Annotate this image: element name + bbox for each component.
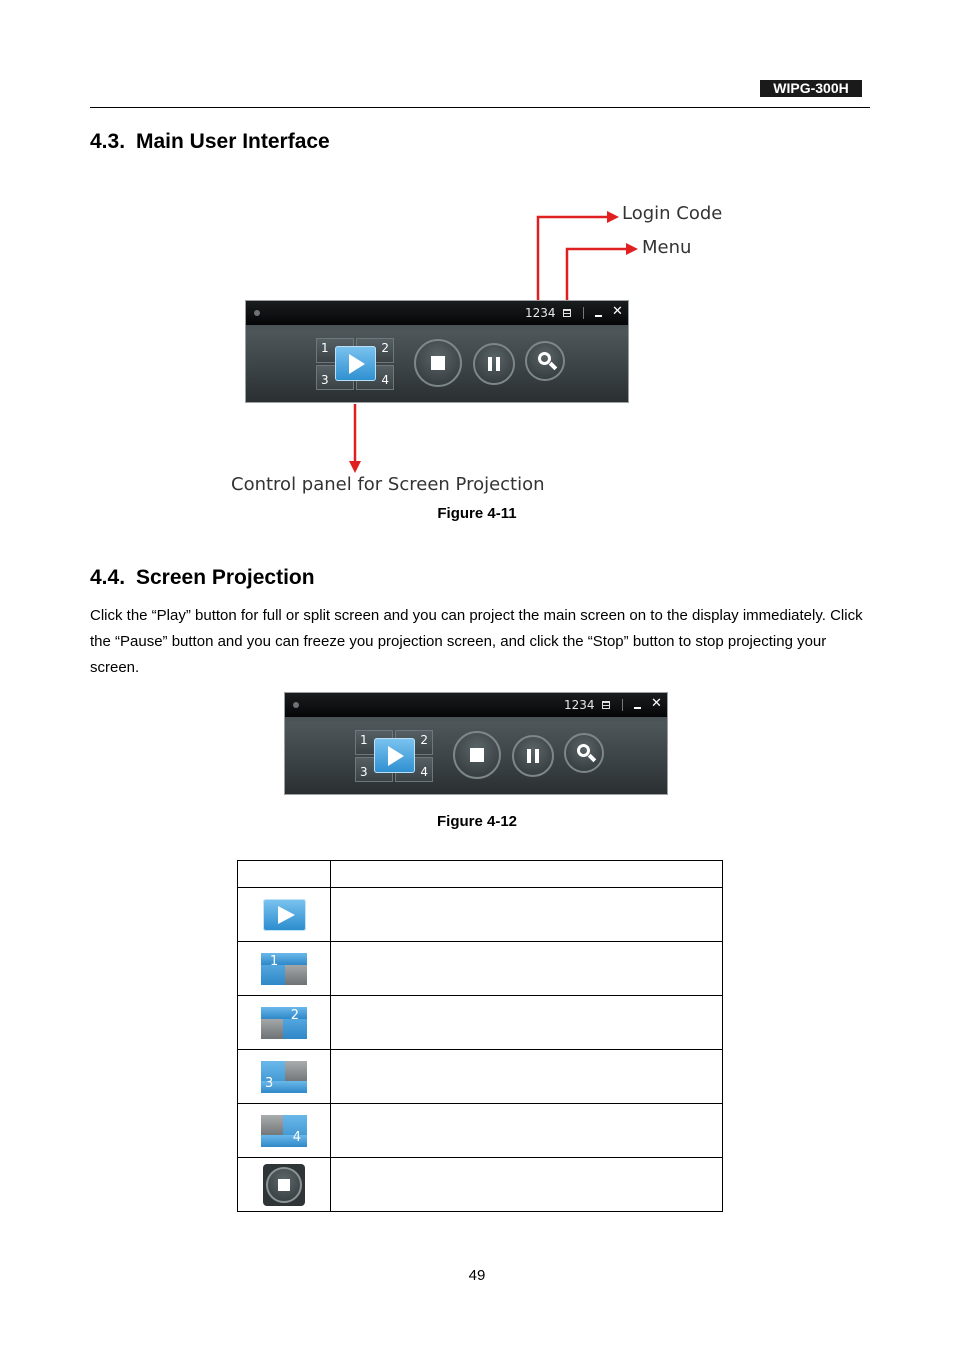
section-title: Screen Projection: [136, 566, 315, 589]
login-code-arrowhead: [607, 211, 619, 223]
table-description-cell: [331, 888, 723, 942]
table-icon-cell: [238, 888, 331, 942]
quadrant-1-label: 1: [321, 341, 329, 355]
search-icon-handle: [588, 754, 596, 762]
pause-button[interactable]: [473, 343, 515, 385]
section-heading-projection: [90, 566, 315, 590]
play-full-screen-icon: [263, 899, 306, 931]
table-description-cell: [331, 1050, 723, 1104]
quadrant-1-icon-blue-top: [261, 953, 307, 965]
pause-button[interactable]: [512, 735, 554, 777]
login-code-arrow: [538, 217, 608, 300]
split-screen-grid: [355, 730, 434, 782]
quadrant-2-icon-label: 2: [290, 1007, 299, 1023]
control-panel-arrowhead: [349, 461, 361, 473]
table-row: [238, 1158, 723, 1212]
status-dot-icon: [293, 702, 299, 708]
close-icon[interactable]: ✕: [612, 304, 623, 319]
login-code-display: 1234: [525, 306, 556, 320]
quadrant-4-label: 4: [420, 765, 428, 779]
quadrant-3-icon: [261, 1061, 307, 1093]
quadrant-2-icon: [261, 1007, 307, 1039]
menu-label: Menu: [642, 237, 692, 258]
titlebar-separator: [583, 307, 584, 319]
table-description-cell: [331, 1158, 723, 1212]
stop-icon: [431, 356, 445, 370]
login-code-label: Login Code: [622, 203, 723, 224]
menu-arrowhead: [626, 243, 638, 255]
stop-button[interactable]: [453, 731, 501, 779]
close-icon[interactable]: ✕: [651, 696, 662, 711]
stop-icon: [470, 748, 484, 762]
table-header-icon: [238, 861, 331, 888]
section-title: Main User Interface: [136, 130, 330, 153]
quadrant-1-label: 1: [360, 733, 368, 747]
quadrant-1-icon-label: 1: [270, 953, 279, 969]
split-screen-grid: [316, 338, 395, 390]
search-button[interactable]: [564, 733, 604, 773]
projection-player-window: [245, 300, 629, 403]
projection-player-window: [284, 692, 668, 795]
minimize-icon[interactable]: [634, 707, 641, 709]
table-icon-cell: [238, 1104, 331, 1158]
player-titlebar[interactable]: [246, 301, 628, 325]
quadrant-3-label: 3: [321, 373, 329, 387]
table-description-cell: [331, 996, 723, 1050]
search-button[interactable]: [525, 341, 565, 381]
figure-caption: Figure 4-11: [437, 505, 517, 522]
minimize-icon[interactable]: [595, 315, 602, 317]
body-paragraph: Click the “Play” button for full or split screen and you can project the main screen on to the display immediately. Click the “Pause” button and you can freeze you projection screen, and click the “Stop” button to stop projecting your screen.: [90, 607, 863, 676]
table-description-cell: [331, 942, 723, 996]
stop-icon-square: [278, 1179, 290, 1191]
quadrant-4-icon-label: 4: [292, 1129, 301, 1145]
quadrant-4-icon: [261, 1115, 307, 1147]
table-header-description: [331, 861, 723, 888]
figure-caption: Figure 4-12: [436, 813, 518, 830]
table-icon-cell: [238, 1050, 331, 1104]
stop-button[interactable]: [414, 339, 462, 387]
pause-icon: [488, 357, 500, 371]
menu-icon[interactable]: [563, 309, 571, 317]
table-header-row: [238, 861, 723, 888]
table-row: [238, 996, 723, 1050]
quadrant-4-label: 4: [381, 373, 389, 387]
quadrant-2-label: 2: [381, 341, 389, 355]
quadrant-2-label: 2: [420, 733, 428, 747]
section-number: 4.3.: [90, 130, 126, 153]
table-row: [238, 942, 723, 996]
quadrant-1-icon-gray: [283, 963, 307, 985]
page-number: 49: [468, 1267, 486, 1284]
quadrant-2-icon-blue-top: [261, 1007, 307, 1019]
search-icon-handle: [549, 362, 557, 370]
table-icon-cell: [238, 1158, 331, 1212]
player-titlebar[interactable]: [285, 693, 667, 717]
control-panel-label: Control panel for Screen Projection: [231, 474, 545, 495]
table-row: [238, 1050, 723, 1104]
quadrant-3-icon-gray: [283, 1061, 307, 1083]
quadrant-1-icon: [261, 953, 307, 985]
quadrant-4-icon-gray: [261, 1115, 285, 1137]
quadrant-3-icon-label: 3: [265, 1075, 274, 1091]
play-button[interactable]: [335, 346, 376, 381]
pause-icon: [527, 749, 539, 763]
table-icon-cell: [238, 996, 331, 1050]
menu-arrow: [567, 249, 627, 300]
table-row: [238, 888, 723, 942]
status-dot-icon: [254, 310, 260, 316]
quadrant-3-label: 3: [360, 765, 368, 779]
table-row: [238, 1104, 723, 1158]
login-code-display: 1234: [564, 698, 595, 712]
table-icon-cell: [238, 942, 331, 996]
model-badge: WIPG-300H: [760, 80, 862, 97]
quadrant-2-icon-gray: [261, 1017, 285, 1039]
stop-icon: [263, 1164, 305, 1206]
menu-icon[interactable]: [602, 701, 610, 709]
play-button[interactable]: [374, 738, 415, 773]
titlebar-separator: [622, 699, 623, 711]
annotation-arrows: [0, 0, 954, 520]
table-description-cell: [331, 1104, 723, 1158]
section-number: 4.4.: [90, 566, 126, 589]
icon-legend-table: [237, 860, 723, 1212]
